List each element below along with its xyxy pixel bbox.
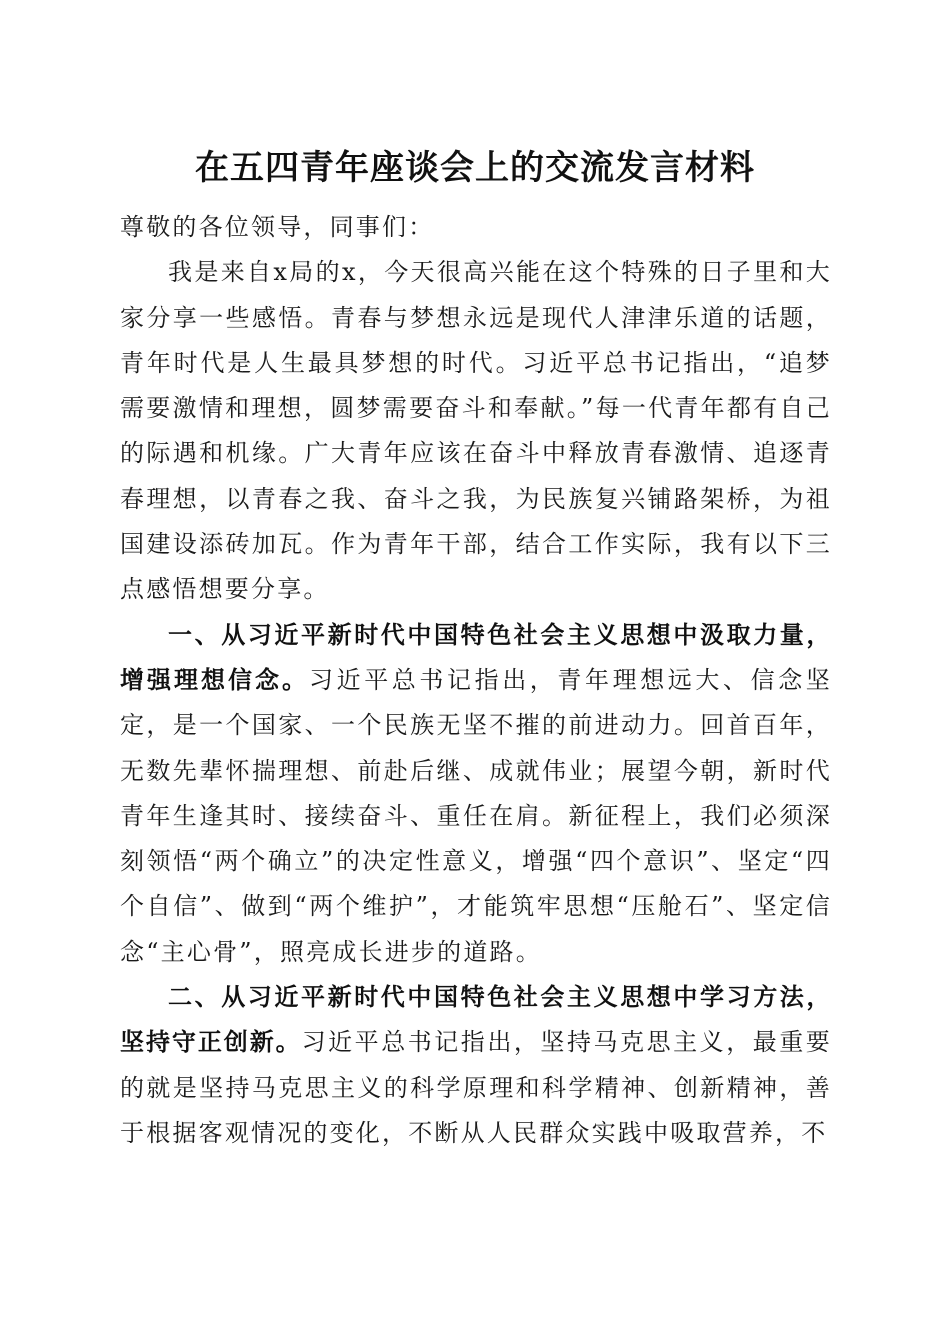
document-title: 在五四青年座谈会上的交流发言材料 — [195, 148, 755, 188]
section-text-1: 习近平总书记指出，青年理想远大、信念坚定，是一个国家、一个民族无坚不摧的前进动力。回首百年，无数先辈怀揣理想、前赴后继、成就伟业；展望今朝，新时代青年生逢其时、接续奋斗、重任在肩。新征程上，我们必须深刻领悟“两个确立”的决定性意义，增强“四个意识”、坚定“四个自信”、做到“两个维护”，才能筑牢思想“压舱石”、坚定信念“主心骨”，照亮成长进步的道路。 — [120, 665, 832, 966]
salutation: 尊敬的各位领导，同事们： — [120, 213, 435, 241]
section-heading-2: 二、从习近平新时代中国特色社会主义思想中学习方法，坚持守正创新。 — [120, 983, 832, 1057]
section-text-2: 习近平总书记指出，坚持马克思主义，最重要的就是坚持马克思主义的科学原理和科学精神、创新精神，善于根据客观情况的变化，不断从人民群众实践中吸取营养，不 — [120, 1028, 833, 1147]
intro-paragraph: 我是来自x局的x，今天很高兴能在这个特殊的日子里和大家分享一些感悟。青春与梦想永远是现代人津津乐道的话题，青年时代是人生最具梦想的时代。习近平总书记指出，“追梦需要激情和理想，圆梦需要奋斗和奉献。”每一代青年都有自己的际遇和机缘。广大青年应该在奋斗中释放青春激情、追逐青春理想，以青春之我、奋斗之我，为民族复兴铺路架桥，为祖国建设添砖加瓦。作为青年干部，结合工作实际，我有以下三点感悟想要分享。 — [120, 258, 832, 604]
section-heading-1: 一、从习近平新时代中国特色社会主义思想中汲取力量，增强理想信念。 — [120, 620, 832, 694]
section-paragraph-2 — [120, 975, 832, 1156]
section-paragraph-1 — [120, 613, 832, 975]
document-body — [120, 205, 832, 1156]
